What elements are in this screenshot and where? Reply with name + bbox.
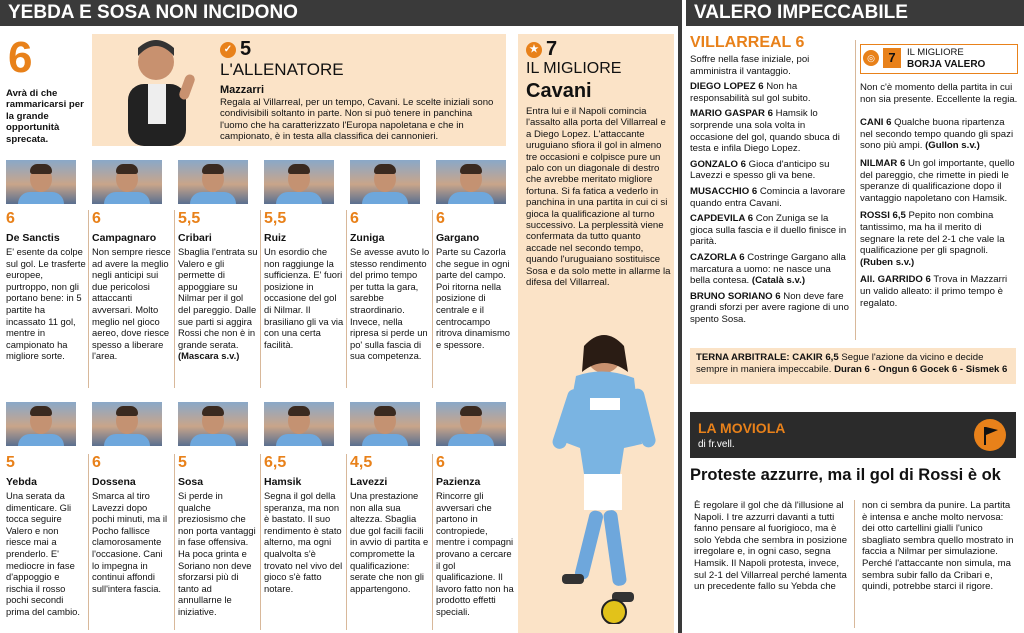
coach-photo — [98, 34, 208, 146]
moviola-title: LA MOVIOLA — [698, 420, 786, 436]
header-divider — [678, 0, 682, 633]
best-label: IL MIGLIORE — [526, 60, 622, 77]
player-desc: Un esordio che non raggiunge la sufficienza. E' fuori posizione in occasione del gol di Nilmar. Il brasiliano gli va via con una certa facilità. — [264, 246, 344, 350]
player-name: De Sanctis — [6, 232, 60, 244]
referee-text: Segue l'azione da vicino e decide sempre in maniera impeccabile. — [696, 352, 984, 375]
player-photo — [436, 402, 506, 446]
player-rating-name: All. GARRIDO 6 — [860, 274, 931, 286]
player-rating: CAZORLA 6 Costringe Gargano alla marcatura a uomo: ne nasce una bella contesa. (Català s.v.) — [690, 251, 846, 287]
player-rating-name: MARIO GASPAR 6 — [690, 108, 773, 120]
player-rating: MARIO GASPAR 6 Hamsik lo sorprende una sola volta in occasione del gol, quando sbuca di testa e infila Diego Lopez. — [690, 108, 840, 155]
player-photo — [92, 402, 162, 446]
column-divider — [854, 500, 855, 628]
valero-column — [860, 44, 1018, 344]
villarreal-column — [690, 34, 850, 344]
player-rating-name: NILMAR 6 — [860, 157, 906, 169]
moviola-byline: di fr.vell. — [698, 439, 735, 450]
player-photo — [6, 160, 76, 204]
coach-text: Regala al Villarreal, per un tempo, Cavani. Le scelte iniziali sono condivisibili soltanto in parte. Non si può tenere in panchina l'uomo che ha caratterizzato l'Europa napoletana e che in campionato, è in testa alla classifica dei cannonieri. — [220, 97, 494, 143]
column-divider — [88, 454, 89, 630]
villarreal-title: VILLARREAL 6 — [690, 34, 805, 51]
column-divider — [260, 454, 261, 630]
player-name: Yebda — [6, 476, 37, 488]
column-divider — [88, 210, 89, 388]
player-name: Pazienza — [436, 476, 481, 488]
player-name: Sosa — [178, 476, 204, 488]
valero-text: Non c'è momento della partita in cui non sia presente. Eccellente la regia. — [860, 82, 1018, 105]
player-rating-name: CAPDEVILA 6 — [690, 213, 754, 225]
player-name: Hamsik — [264, 476, 302, 488]
player-rating-name: DIEGO LOPEZ 6 — [690, 81, 764, 93]
valero-label: IL MIGLIORE — [907, 47, 964, 58]
player-rating-name: CAZORLA 6 — [690, 251, 745, 263]
column-divider — [346, 210, 347, 388]
player-score: 5,5 — [264, 210, 287, 227]
player-photo — [350, 402, 420, 446]
coach-label: L'ALLENATORE — [220, 60, 344, 79]
column-divider — [174, 454, 175, 630]
player-desc: Sbaglia l'entrata su Valero e gli permette di appoggiare su Nilmar per il gol del pareggio. Dalle sue parti si aggira Rossi che non è in grande serata. (Mascara s.v.) — [178, 246, 258, 362]
best-score: 7 — [546, 38, 558, 60]
player-photo — [350, 160, 420, 204]
left-header: YEBDA E SOSA NON INCIDONO — [0, 0, 680, 26]
player-rating: BRUNO SORIANO 6 Non deve fare grandi sforzi per avere ragione di uno spento Sosa. — [690, 290, 849, 325]
player-rating-name: ROSSI 6,5 — [860, 210, 906, 222]
team-text: Avrà di che rammaricarsi per la grande opportunità sprecata. — [6, 88, 84, 145]
player-sub: (Ruben s.v.) — [860, 256, 915, 268]
valero-name: BORJA VALERO — [907, 59, 986, 70]
player-score: 6 — [92, 210, 101, 227]
player-score: 5,5 — [178, 210, 201, 227]
player-rating-name: GONZALO 6 — [690, 158, 746, 170]
player-desc: Segna il gol della speranza, ma non è bastato. Il suo rendimento è stato alterno, ma ogni qualvolta s'è trovato nel vivo del gioco s'è fatto notare. — [264, 490, 343, 594]
player-rating: GONZALO 6 Gioca d'anticipo su Lavezzi e spesso gli va bene. — [690, 158, 830, 182]
player-name: Zuniga — [350, 232, 385, 244]
moviola-col2: non ci sembra da punire. La partita è intensa e anche molto nervosa: dei otto cartellini gialli l'unico sbagliato sembra quello mostrato in faccia a Nilmar per simulazione. Perché l'attaccante non simula, ma sembra subir fallo da Cribari e, quindi, potrebbe starci il rigore. — [862, 500, 1014, 593]
player-rating: MUSACCHIO 6 Comincia a lavorare quando entra Cavani. — [690, 185, 846, 209]
player-desc: Smarca al tiro Lavezzi dopo pochi minuti, ma il Pocho fallisce clamorosamente l'occasione. Cani lo impegna in continui affondi sull'intera fascia. — [92, 490, 168, 594]
player-desc: Si perde in qualche preziosismo che non porta vantaggi in fase offensiva. Ha poca grinta e Soriano non deve sforzarsi più di tanto ad annullarne le iniziative. — [178, 490, 256, 617]
player-desc: Rincorre gli avversari che partono in contropiede, mentre i compagni provano a cercare il gol qualificazione. Il lavoro fatto non ha prodotto effetti speciali. — [436, 490, 514, 617]
player-score: 6 — [6, 210, 15, 227]
player-desc: E' esente da colpe sul gol. Le trasferte europee, purtroppo, non gli portano bene: in 5 partite ha incassato 11 gol, mentre in campionato ha migliore sorte. — [6, 246, 86, 362]
player-score: 6 — [92, 454, 101, 471]
player-rating-name: BRUNO SORIANO 6 — [690, 290, 781, 302]
player-name: Lavezzi — [350, 476, 388, 488]
column-divider — [346, 454, 347, 630]
row1-players — [6, 160, 514, 390]
valero-badge-icon: ◎ — [863, 50, 879, 66]
player-desc: Se avesse avuto lo stesso rendimento del primo tempo per tutta la gara, sarebbe straordinario. Invece, nella ripresa si perde un po' sulla fascia di sua competenza. — [350, 246, 430, 362]
player-desc: Non sempre riesce ad avere la meglio negli anticipi sui due pericolosi attaccanti avversari. Molto meglio nel gioco aereo, dove riesce spesso a liberare l'area. — [92, 246, 171, 362]
player-rating: NILMAR 6 Un gol importante, quello del pareggio, che rimette in piedi le speranze di qualificazione dopo il vantaggio napoletano con Hamsik. — [860, 157, 1015, 204]
referee-box — [690, 348, 1016, 384]
player-rating: CANI 6 Qualche buona ripartenza nel secondo tempo quando gli spazi sono più ampi. (Gullon s.v.) — [860, 117, 1014, 152]
player-rating: CAPDEVILA 6 Con Zuniga se la gioca sulla fascia e il duello finisce in parità. — [690, 213, 847, 248]
coach-badge-icon: ✓ — [220, 42, 236, 58]
moviola-headline: Proteste azzurre, ma il gol di Rossi è ok — [690, 466, 1001, 484]
player-score: 4,5 — [350, 454, 373, 471]
referee-label: TERNA ARBITRALE: — [696, 352, 790, 363]
star-badge-icon: ★ — [526, 42, 542, 58]
best-name: Cavani — [526, 80, 592, 102]
player-photo — [92, 160, 162, 204]
coach-name: Mazzarri — [220, 84, 265, 96]
moviola-header — [690, 412, 1016, 458]
row2-players — [6, 402, 514, 633]
player-photo — [264, 160, 334, 204]
player-score: 6 — [436, 454, 445, 471]
player-name: Campagnaro — [92, 232, 157, 244]
player-sub: (Gullon s.v.) — [925, 140, 980, 152]
referee-assistants: Duran 6 - Ongun 6 Gocek 6 - Sismek 6 — [834, 363, 1008, 375]
column-divider — [432, 454, 433, 630]
player-desc: Una serata da dimenticare. Gli tocca seguire Valero e non riesce mai a prenderlo. E' mediocre in fase d'appoggio e rischia il rosso pochi secondi prima del cambio. — [6, 490, 80, 617]
moviola-col1: È regolare il gol che dà l'illusione al Napoli. I tre azzurri davanti a tutti fanno pensare al fuorigioco, ma è solo Yebda che sembra in posizione irregolare e, in ogni caso, segna Hamsik. Il Napoli protesta, invece, sul 2-1 del Villarreal perché lamenta un precedente fallo su Yebda che — [694, 500, 848, 593]
player-photo — [178, 160, 248, 204]
team-score: 6 — [8, 33, 33, 82]
valero-score: 7 — [883, 48, 901, 68]
referee-name: CAKIR 6,5 — [792, 352, 839, 363]
player-photo — [436, 160, 506, 204]
player-desc: Una prestazione non alla sua altezza. Sbaglia due gol facili facili in avvio di partita e compromette la qualificazione: serate che non gli appartengono. — [350, 490, 429, 594]
player-score: 6,5 — [264, 454, 287, 471]
coach-panel — [92, 34, 506, 146]
player-sub: (Mascara s.v.) — [178, 350, 240, 362]
valero-badge — [860, 44, 1018, 74]
player-score: 5 — [178, 454, 187, 471]
player-score: 6 — [350, 210, 359, 227]
player-sub: (Català s.v.) — [751, 275, 806, 287]
column-divider — [174, 210, 175, 388]
player-name: Cribari — [178, 232, 212, 244]
column-divider — [260, 210, 261, 388]
player-name: Dossena — [92, 476, 136, 488]
best-text: Entra lui e il Napoli comincia l'assalto alla porta del Villarreal e a Diego Lopez. L'attaccante uruguiano sfiora il gol in almeno tre occasioni e colpisce pure un palo con un diagonale di destro che avrebbe meritato migliore fortuna. Si fa fatica a vederlo in panchina in una partita in cui ci si gioca la qualificazione al turno successivo. La perplessità viene confermata da tutto quanto accade nel secondo tempo, quando l'uruguaiano sostituisce Sosa e da solo mette in allarme la difesa del Villarreal. — [526, 106, 671, 289]
coach-score: 5 — [240, 38, 252, 60]
column-divider — [855, 40, 856, 340]
right-header: VALERO IMPECCABILE — [686, 0, 1024, 26]
player-photo — [264, 402, 334, 446]
villarreal-intro: Soffre nella fase iniziale, poi amministra il vantaggio. — [690, 54, 810, 77]
player-rating: All. GARRIDO 6 Trova in Mazzarri un valido alleato: il primo tempo è regalato. — [860, 274, 1008, 309]
player-photo — [6, 402, 76, 446]
player-score: 6 — [436, 210, 445, 227]
flag-icon — [974, 419, 1006, 451]
player-score: 5 — [6, 454, 15, 471]
player-desc: Parte su Cazorla che segue in ogni parte del campo. Poi ritorna nella posizione di centrale e il centrocampo ritrova dinamismo e spessore. — [436, 246, 510, 350]
player-rating-name: CANI 6 — [860, 117, 892, 129]
player-name: Ruiz — [264, 232, 287, 244]
best-player-panel — [518, 34, 674, 633]
player-rating: DIEGO LOPEZ 6 Non ha responsabilità sul gol subito. — [690, 81, 811, 104]
player-rating-name: MUSACCHIO 6 — [690, 185, 758, 197]
cavani-photo — [538, 324, 668, 624]
player-rating: ROSSI 6,5 Pepito non combina tantissimo, ma ha il merito di segnare la rete del 2-1 che vale la qualificazione per gli spagnoli. (Ruben s.v.) — [860, 210, 1005, 268]
player-name: Gargano — [436, 232, 480, 244]
column-divider — [432, 210, 433, 388]
player-photo — [178, 402, 248, 446]
